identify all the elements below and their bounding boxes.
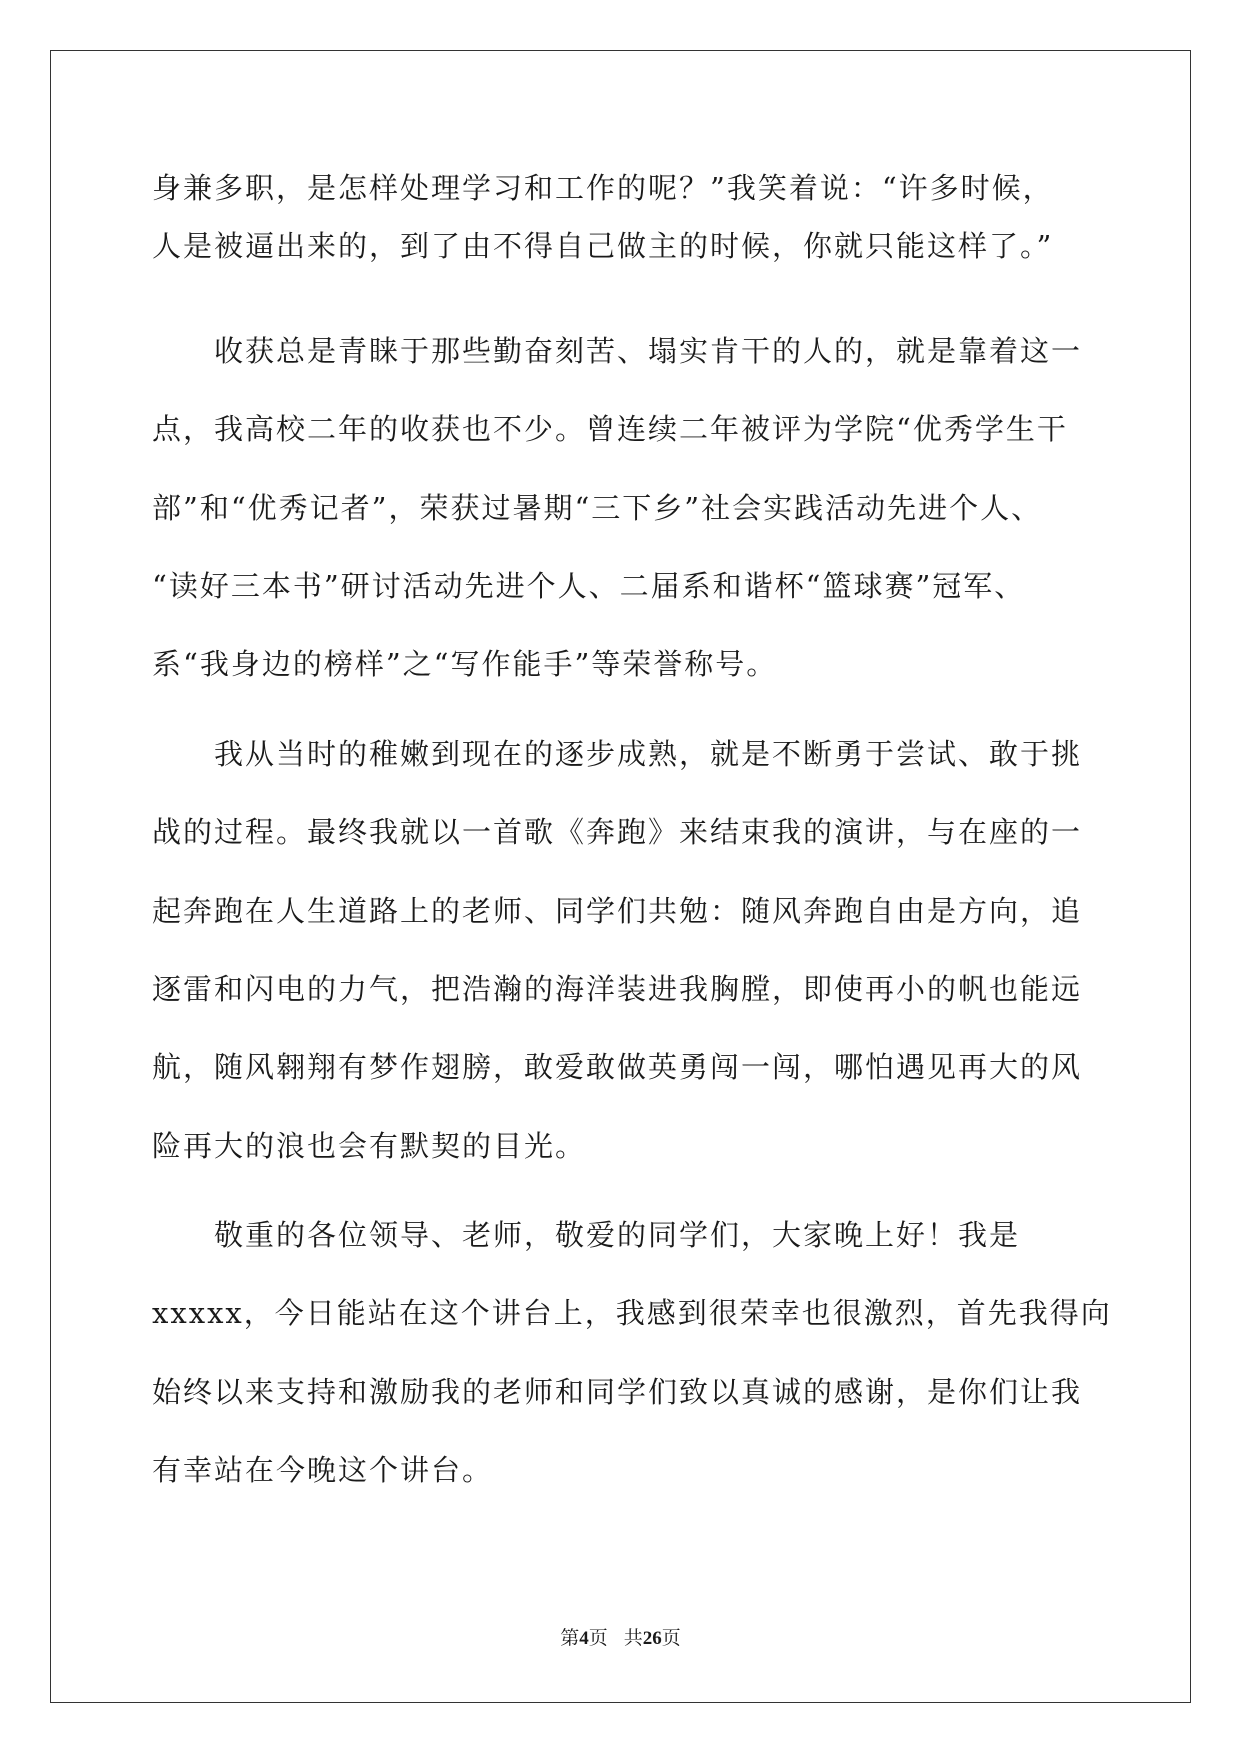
text-line: 身兼多职，是怎样处理学习和工作的呢？”我笑着说：“许多时候， [152,171,1054,205]
text-line: 险再大的浪也会有默契的目光。 [152,1129,587,1163]
text-line: 我从当时的稚嫩到现在的逐步成熟，就是不断勇于尝试、敢于挑 [152,737,1083,771]
text-line: 人是被逼出来的，到了由不得自己做主的时候，你就只能这样了。” [152,229,1054,263]
text-line: 航，随风翱翔有梦作翅膀，敢爱敢做英勇闯一闯，哪怕遇见再大的风 [152,1050,1083,1084]
text-line: 收获总是青睐于那些勤奋刻苦、塌实肯干的人的，就是靠着这一 [152,334,1083,368]
text-line: 逐雷和闪电的力气，把浩瀚的海洋装进我胸膛，即使再小的帆也能远 [152,972,1083,1006]
page-number: 4 [579,1628,589,1649]
text-line: 部”和“优秀记者”，荣获过暑期“三下乡”社会实践活动先进个人、 [152,491,1043,525]
total-pages: 26 [642,1628,662,1649]
text-line: 战的过程。最终我就以一首歌《奔跑》来结束我的演讲，与在座的一 [152,815,1083,849]
text-line: 始终以来支持和激励我的老师和同学们致以真诚的感谢，是你们让我 [152,1375,1083,1409]
page-footer [0,1627,1241,1651]
text-line: 点，我高校二年的收获也不少。曾连续二年被评为学院“优秀学生干 [152,412,1068,446]
page-label-prefix: 第 [560,1628,580,1649]
text-line: 起奔跑在人生道路上的老师、同学们共勉：随风奔跑自由是方向，追 [152,894,1083,928]
text-line: 敬重的各位领导、老师，敬爱的同学们，大家晚上好！我是 [152,1218,1021,1252]
text-line: 有幸站在今晚这个讲台。 [152,1453,494,1487]
text-line: xxxxx，今日能站在这个讲台上，我感到很荣幸也很激烈，首先我得向 [152,1296,1112,1330]
page-label-suffix: 页 [588,1628,608,1649]
text-line: “读好三本书”研讨活动先进个人、二届系和谐杯“篮球赛”冠军、 [152,569,1026,603]
total-label-prefix: 共 [623,1628,643,1649]
total-label-suffix: 页 [661,1628,681,1649]
text-line: 系“我身边的榜样”之“写作能手”等荣誉称号。 [152,647,778,681]
